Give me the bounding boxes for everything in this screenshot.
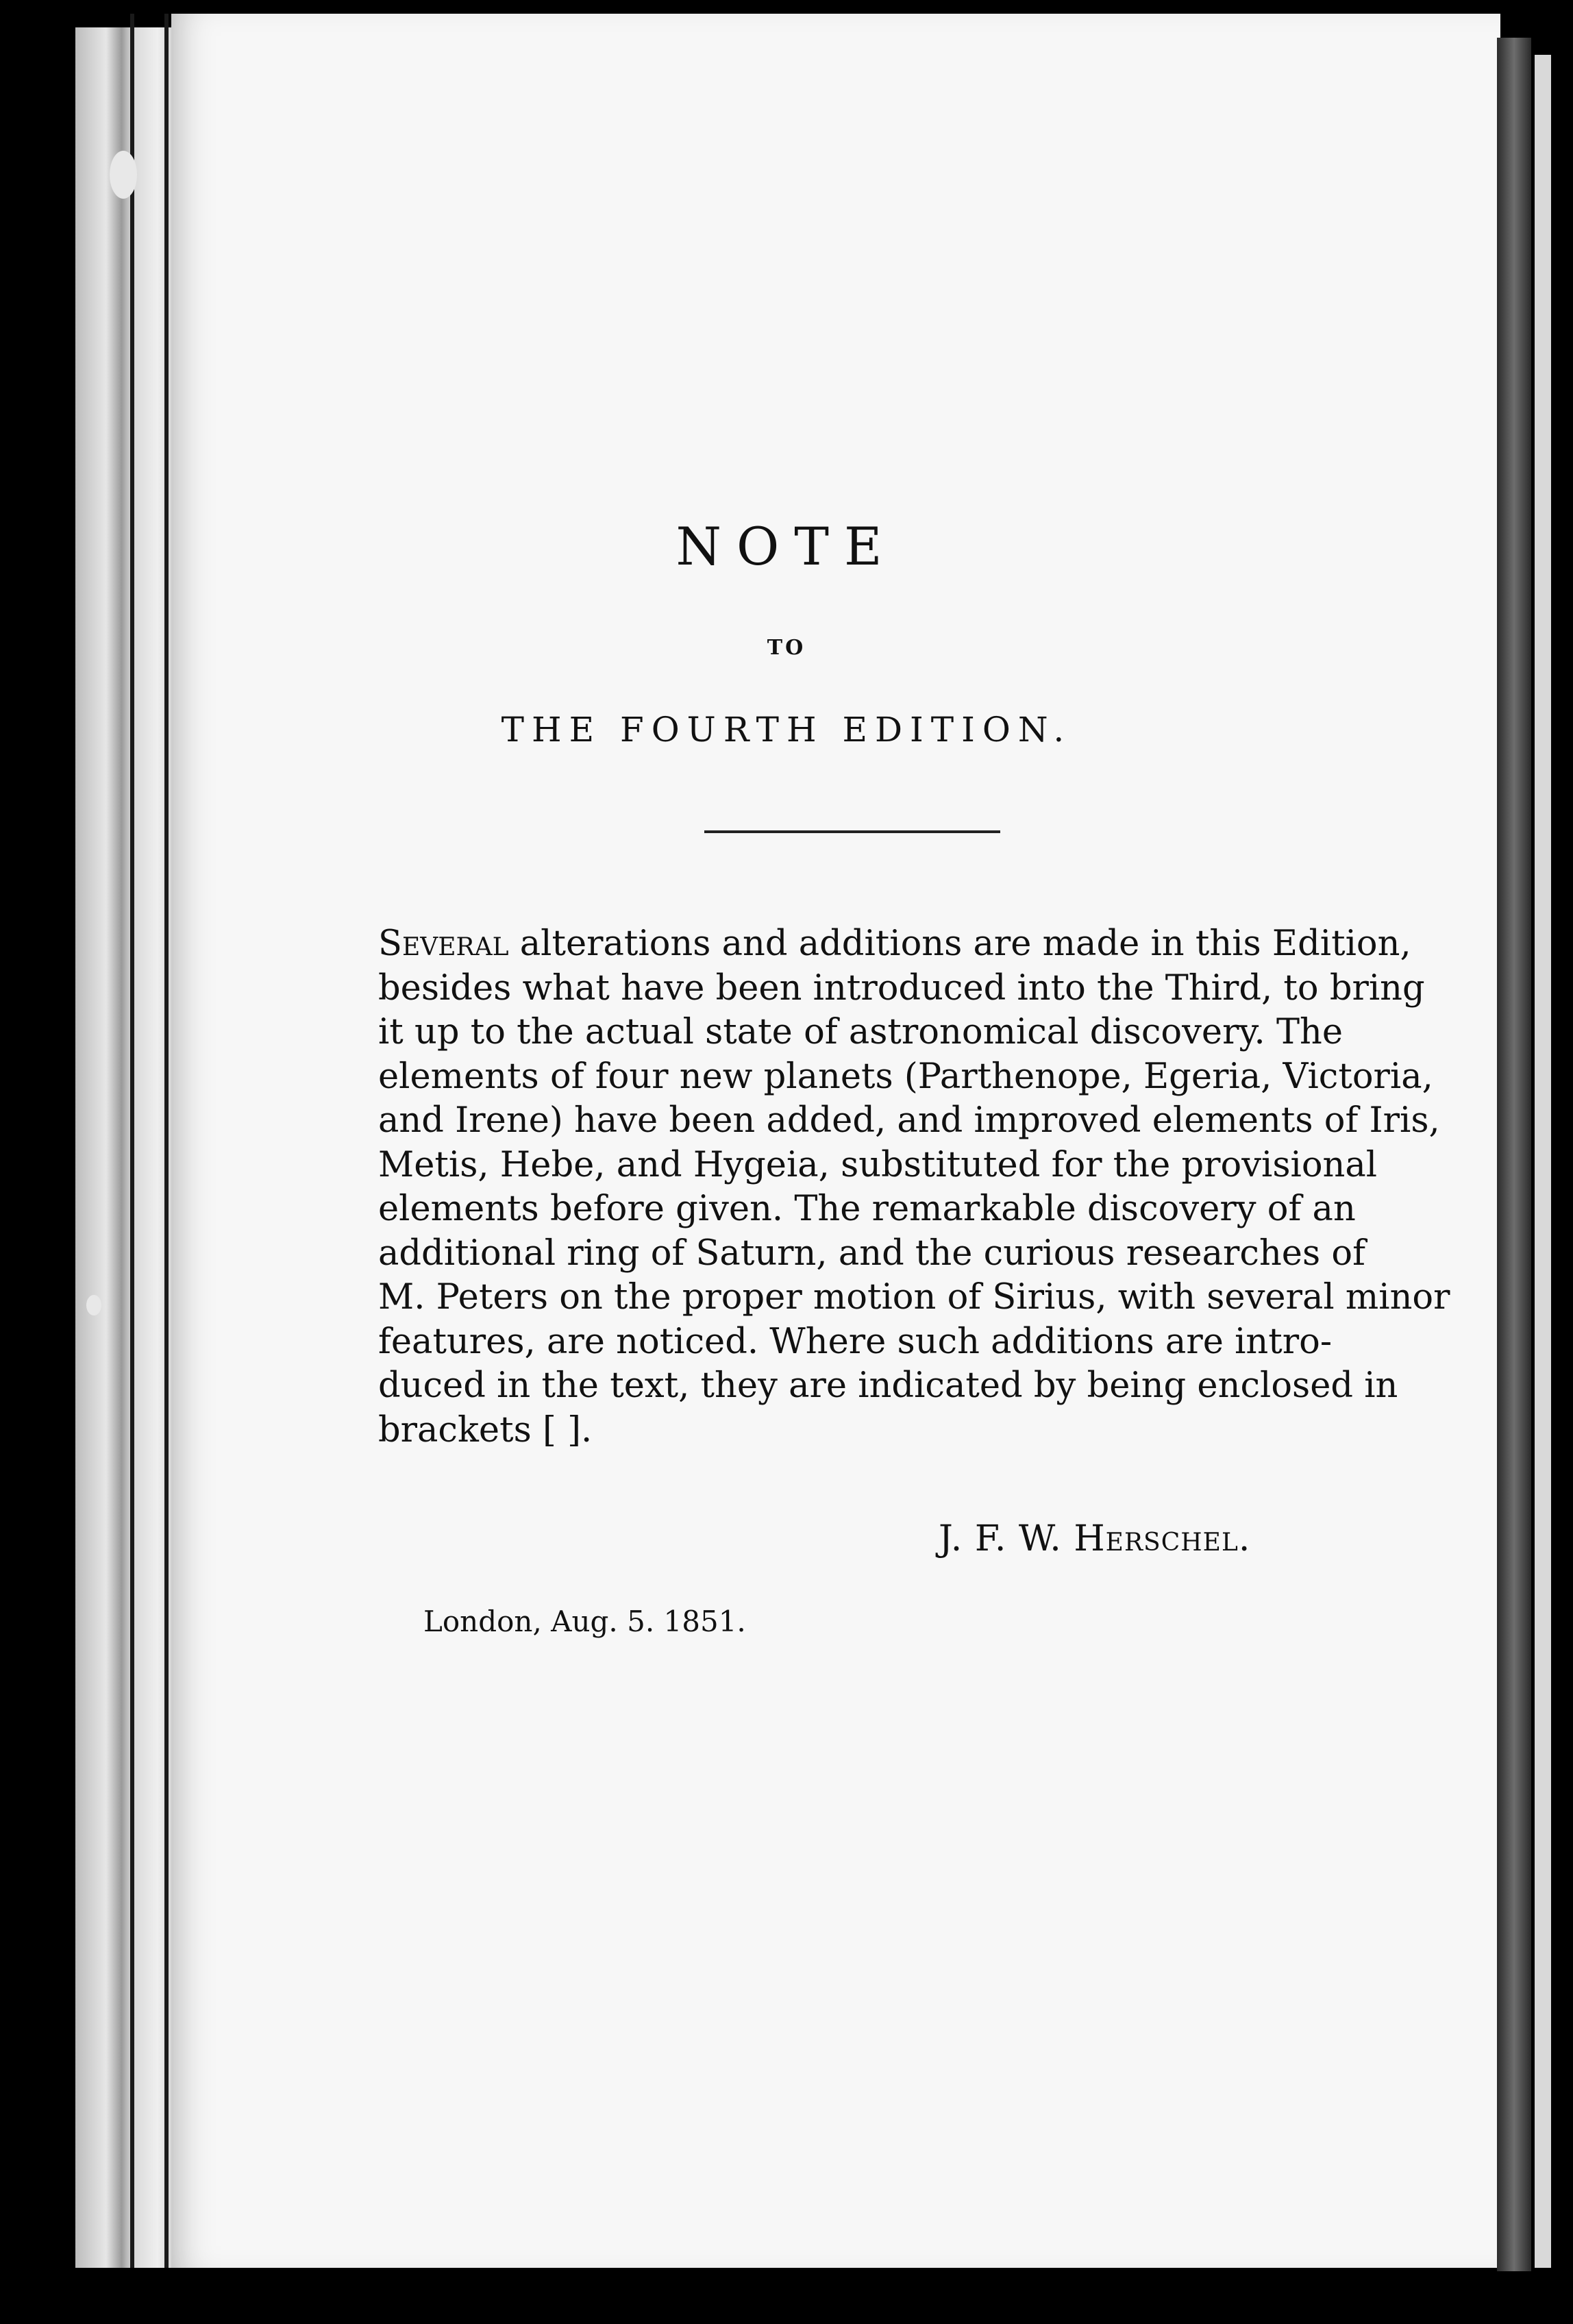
body-line: elements before given. The remarkable discovery of an (378, 1189, 1356, 1229)
body-line: it up to the actual state of astronomical discovery. The (378, 1012, 1343, 1052)
place-date-line: London, Aug. 5. 1851. (423, 1605, 746, 1638)
scan-speck (110, 151, 137, 199)
author-surname: Herschel. (1074, 1518, 1251, 1559)
lead-word: Several (378, 924, 509, 964)
author-initials: J. F. W. (939, 1518, 1074, 1559)
edition-heading: THE FOURTH EDITION. (501, 710, 1072, 750)
scan-speck (86, 1295, 101, 1315)
body-line: features, are noticed. Where such additions are intro- (378, 1321, 1333, 1362)
body-line: additional ring of Saturn, and the curious researches of (378, 1233, 1365, 1274)
body-line: M. Peters on the proper motion of Sirius, with several minor (378, 1277, 1450, 1318)
body-line: elements of four new planets (Parthenope, Egeria, Victoria, (378, 1056, 1433, 1097)
page-edge-line (130, 14, 134, 2268)
body-line: Several alterations and additions are made in this Edition, (378, 924, 1411, 964)
note-connector: TO (767, 636, 806, 660)
left-page-edges (75, 27, 178, 2268)
body-line: Metis, Hebe, and Hygeia, substituted for the provisional (378, 1144, 1378, 1185)
body-line: duced in the text, they are indicated by being enclosed in (378, 1365, 1398, 1406)
body-line: brackets [ ]. (378, 1409, 593, 1450)
right-page-strip (1535, 55, 1551, 2268)
body-line: besides what have been introduced into the Third, to bring (378, 967, 1425, 1009)
note-title: NOTE (676, 516, 897, 577)
author-signature (939, 1518, 1250, 1559)
page-edge-line (164, 14, 169, 2268)
heading-divider (704, 830, 1000, 833)
note-body (378, 922, 1450, 1452)
right-page-edge (1497, 38, 1531, 2271)
body-line: and Irene) have been added, and improved elements of Iris, (378, 1100, 1440, 1141)
